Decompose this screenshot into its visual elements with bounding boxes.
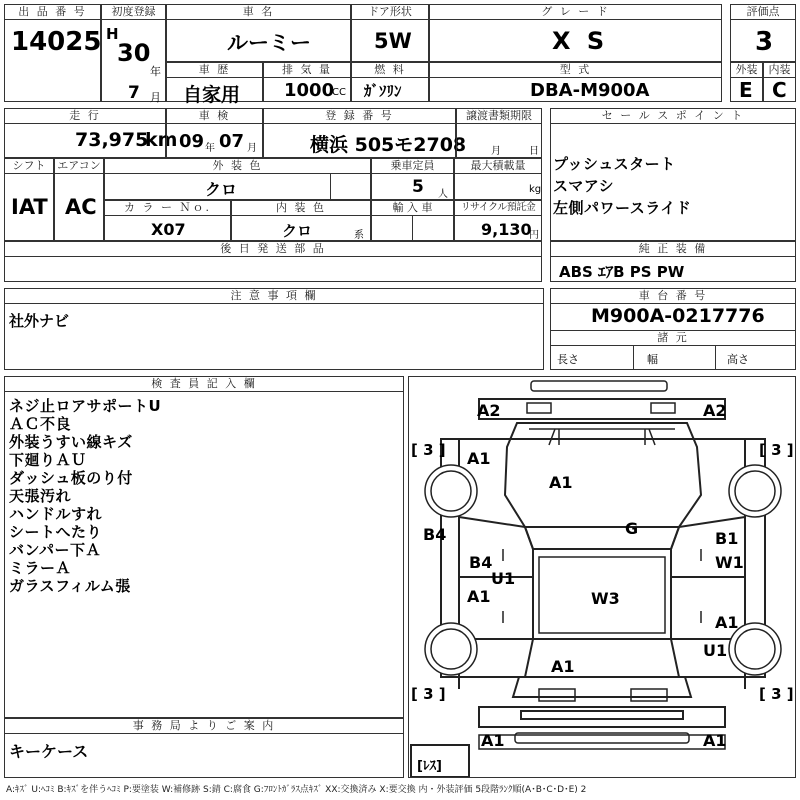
exterior-grade: E — [739, 78, 753, 102]
genuine-equipment-box — [550, 241, 796, 282]
dims-length: 長さ — [557, 353, 579, 366]
recycle-box — [454, 200, 542, 241]
mark-roof: W3 — [591, 589, 620, 608]
int-color-unit: 系 — [354, 230, 364, 241]
history-box — [166, 62, 263, 106]
damage-diagram — [408, 376, 796, 778]
mark-door-fl2: U1 — [491, 569, 516, 588]
ext-color: クロ — [205, 180, 238, 199]
first-reg-year-unit: 年 — [150, 65, 161, 78]
door-box — [351, 4, 429, 62]
car-name-label: 車 名 — [167, 5, 350, 20]
mark-tire-fr: [ 3 ] — [759, 441, 794, 459]
door-label: ドア形状 — [352, 5, 428, 20]
mark-tire-rl: [ 3 ] — [411, 685, 446, 703]
office-box — [4, 718, 404, 778]
later-parts-box — [4, 241, 542, 282]
color-no-box — [104, 200, 231, 241]
legend: A:ｷｽﾞ U:ﾍｺﾐ B:ｷｽﾞを伴うﾍｺﾐ P:要塗装 W:補修跡 S:錆 C:腐食 G:ﾌﾛﾝﾄｶﾞﾗｽ点ｷｽﾞ XX:交換済み X:要交換 内・外装評価 5段階ﾗﾝｸ順(A･B･C･D･E) 2 — [6, 785, 587, 795]
mark-fender-fl: A1 — [467, 449, 491, 468]
office-note: キーケース — [9, 742, 89, 761]
aircon: AC — [65, 195, 97, 219]
dims-height: 高さ — [727, 353, 749, 366]
mileage: 73,975 — [75, 129, 149, 151]
recycle-unit: 円 — [529, 230, 539, 241]
later-parts-label: 後 日 発 送 部 品 — [5, 242, 541, 257]
chassis-label: 車 台 番 号 — [551, 289, 795, 304]
inspector-item: 天張汚れ — [9, 487, 72, 505]
car-name-box — [166, 4, 351, 62]
max-load-label: 最大積載量 — [455, 159, 541, 174]
recycle: 9,130 — [481, 220, 532, 239]
sales-point-item: プッシュスタート — [553, 155, 676, 173]
plate-label: 登 録 番 号 — [264, 109, 455, 124]
transfer-box — [456, 108, 542, 158]
fuel-label: 燃 料 — [352, 63, 428, 78]
inspector-label: 検 査 員 記 入 欄 — [5, 377, 403, 392]
mark-tire-fl: [ 3 ] — [411, 441, 446, 459]
mark-tire-rr: [ 3 ] — [759, 685, 794, 703]
mileage-label: 走 行 — [5, 109, 165, 124]
mark-quarter-rr: U1 — [703, 641, 728, 660]
mark-door-fr: B1 — [715, 529, 739, 548]
score: 3 — [755, 27, 774, 57]
shift: IAT — [11, 195, 48, 219]
inspector-item: シートへたり — [9, 523, 103, 541]
mark-hood: A1 — [549, 473, 573, 492]
first-reg-year: 30 — [117, 39, 151, 67]
mark-door-rr: A1 — [715, 613, 739, 632]
interior-grade: C — [772, 78, 787, 102]
displacement-label: 排 気 量 — [264, 63, 350, 78]
mark-door-rl: A1 — [467, 587, 491, 606]
genuine-equipment-label: 純 正 装 備 — [551, 242, 795, 257]
lot-label: 出 品 番 号 — [5, 5, 100, 20]
mark-front-left: A2 — [477, 401, 501, 420]
mark-spare: [ﾚｽ] — [417, 759, 442, 774]
mark-pillar-l: B4 — [423, 525, 447, 544]
model-box — [429, 62, 722, 102]
mark-front-right: A2 — [703, 401, 727, 420]
exterior-grade-box — [730, 62, 763, 102]
inspection-year-unit: 年 — [205, 143, 215, 154]
inspector-item: ガラスフィルム張 — [9, 577, 131, 595]
mark-rear-right: A1 — [703, 731, 727, 750]
int-color: クロ — [282, 222, 313, 240]
displacement-box — [263, 62, 351, 102]
capacity-unit: 人 — [438, 189, 448, 200]
inspector-item: ミラーＡ — [9, 559, 72, 577]
chassis-number: M900A-0217776 — [591, 305, 765, 327]
transfer-month-unit: 月 — [491, 146, 501, 157]
mark-rear-glass: A1 — [551, 657, 575, 676]
grade: X S — [552, 27, 609, 55]
transfer-day-unit: 日 — [529, 146, 539, 157]
model-label: 型 式 — [430, 63, 721, 78]
ext-color-box — [104, 158, 371, 200]
inspector-item: ＡＣ不良 — [9, 415, 72, 433]
lot-number: 14025 — [11, 27, 102, 57]
grade-label: グ レ ー ド — [430, 5, 721, 20]
capacity: 5 — [412, 177, 424, 197]
transfer-label: 譲渡書類期限 — [457, 109, 541, 124]
mark-rear-left: A1 — [481, 731, 505, 750]
chassis-box — [550, 288, 796, 370]
inspection-label: 車 検 — [167, 109, 262, 124]
first-reg-month-unit: 月 — [150, 91, 161, 104]
capacity-label: 乗車定員 — [372, 159, 453, 174]
plate-box — [263, 108, 467, 158]
displacement-unit: CC — [332, 87, 346, 98]
notes-box — [4, 288, 544, 370]
mileage-unit: km — [145, 129, 178, 151]
sales-point-item: スマアシ — [553, 177, 615, 195]
exterior-grade-label: 外装 — [731, 63, 762, 78]
sales-point-item: 左側パワースライド — [553, 199, 692, 217]
color-no: X07 — [151, 220, 186, 239]
notes: 社外ナビ — [9, 312, 70, 330]
shift-label: シフト — [5, 159, 53, 174]
sales-points-label: セ ー ル ス ポ イ ン ト — [551, 109, 795, 124]
first-reg-box — [101, 4, 166, 102]
inspection-month-unit: 月 — [247, 143, 257, 154]
inspection-year: 09 — [179, 131, 205, 152]
first-reg-label: 初度登録 — [102, 5, 165, 20]
genuine-equipment: ABS ｴｱB PS PW — [559, 263, 685, 281]
grade-box — [429, 4, 722, 62]
int-color-box — [231, 200, 371, 241]
history: 自家用 — [183, 84, 241, 106]
inspector-box — [4, 376, 404, 718]
displacement: 1000 — [284, 80, 335, 101]
inspection-box — [166, 108, 263, 158]
notes-label: 注 意 事 項 欄 — [5, 289, 543, 304]
fuel: ｶﾞｿﾘﾝ — [364, 82, 402, 100]
mark-door-fl: B4 — [469, 553, 493, 572]
import-box — [371, 200, 454, 241]
sales-points-box — [550, 108, 796, 241]
first-reg-era: H — [106, 25, 119, 43]
inspector-item: ダッシュ板のり付 — [9, 469, 133, 487]
ext-color-label: 外 装 色 — [105, 159, 370, 174]
lot-box — [4, 4, 101, 102]
import-label: 輸 入 車 — [372, 201, 453, 216]
mileage-box — [4, 108, 178, 158]
car-name: ルーミー — [227, 31, 311, 55]
inspector-item: 外装うすい線キズ — [9, 433, 133, 451]
mark-door-fr2: W1 — [715, 553, 744, 572]
inspector-item: ネジ止ロアサポートU — [9, 397, 162, 415]
capacity-box — [371, 158, 454, 200]
plate: 横浜 505モ2708 — [310, 134, 467, 156]
door-type: 5W — [374, 29, 412, 53]
interior-grade-box — [763, 62, 796, 102]
score-label: 評価点 — [731, 5, 795, 20]
aircon-box — [54, 158, 104, 241]
dims-label: 諸 元 — [551, 330, 795, 346]
mark-windshield: G — [625, 519, 639, 538]
interior-grade-label: 内装 — [764, 63, 795, 78]
int-color-label: 内 装 色 — [232, 201, 370, 216]
aircon-label: エアコン — [55, 159, 103, 174]
recycle-label: リサイクル預託金 — [455, 201, 541, 216]
inspection-month: 07 — [219, 131, 245, 152]
max-load-unit: kg — [529, 184, 542, 195]
car-outline — [409, 377, 795, 777]
dims-width: 幅 — [647, 353, 658, 366]
history-label: 車 歴 — [167, 63, 262, 78]
max-load-box — [454, 158, 542, 200]
inspector-item: ハンドルすれ — [9, 505, 103, 523]
first-reg-month: 7 — [128, 83, 140, 103]
model: DBA-M900A — [530, 80, 650, 101]
fuel-box — [351, 62, 429, 102]
color-no-label: カ ラ ー Ｎｏ. — [105, 201, 230, 216]
inspector-item: 下廻りＡＵ — [9, 451, 87, 469]
shift-box — [4, 158, 54, 241]
inspector-item: バンパー下Ａ — [9, 541, 101, 559]
office-label: 事 務 局 よ り ご 案 内 — [5, 719, 403, 734]
score-box — [730, 4, 796, 62]
